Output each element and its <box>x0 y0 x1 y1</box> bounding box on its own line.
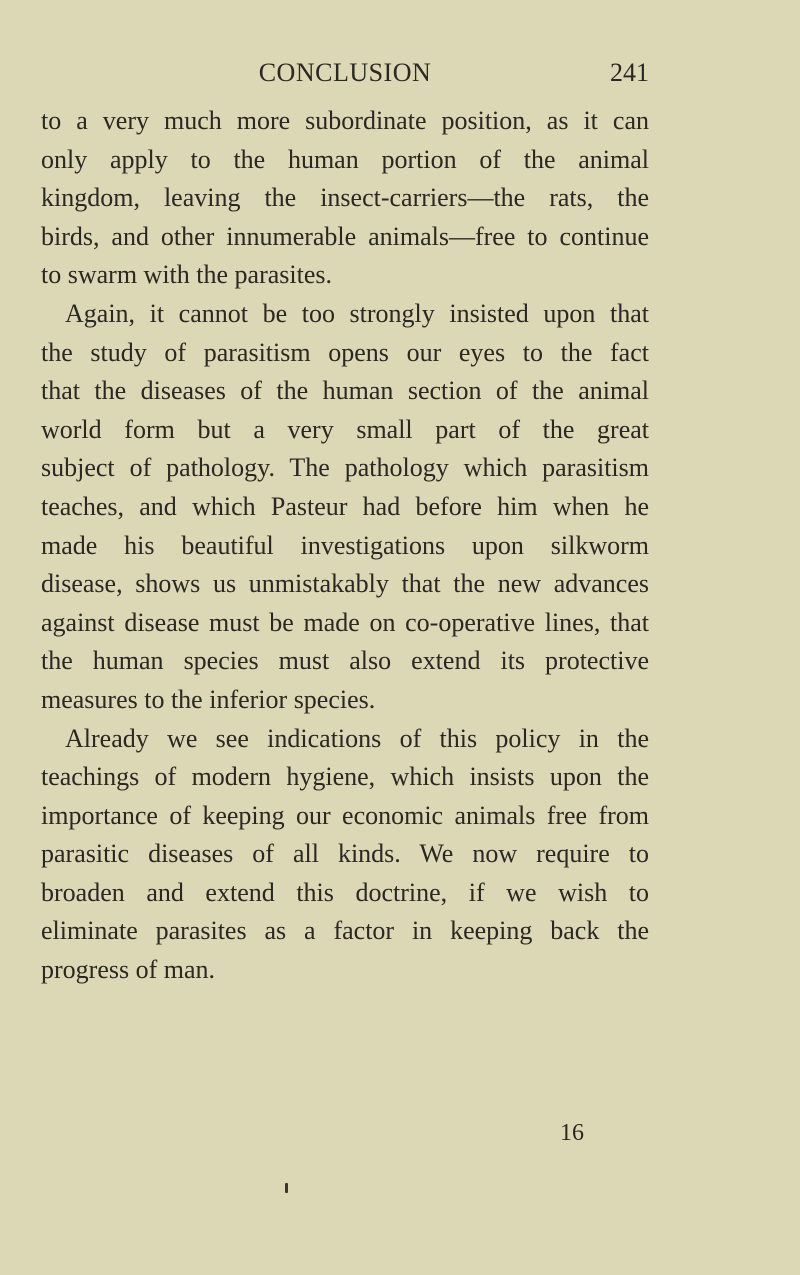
text-line: disease, shows us unmistakably that the new advances <box>41 569 649 599</box>
running-head <box>41 58 649 98</box>
text-line: kingdom, leaving the insect-carriers—the rats, the <box>41 183 649 213</box>
text-line: teachings of modern hygiene, which insists upon the <box>41 762 649 792</box>
text-line: the study of parasitism opens our eyes to the fact <box>41 337 649 367</box>
text-line: made his beautiful investigations upon silkworm <box>41 530 649 560</box>
ink-speck <box>285 1183 288 1193</box>
text-line: teaches, and which Pasteur had before him when he <box>41 491 649 521</box>
text-line: eliminate parasites as a factor in keeping back the <box>41 916 649 946</box>
text-line: measures to the inferior species. <box>41 684 376 714</box>
text-line: only apply to the human portion of the animal <box>41 144 649 174</box>
text-line: to swarm with the parasites. <box>41 260 332 290</box>
text-line: importance of keeping our economic animals free from <box>41 800 649 830</box>
running-title: CONCLUSION <box>258 58 432 87</box>
text-line: parasitic diseases of all kinds. We now require to <box>41 839 649 869</box>
text-line: that the diseases of the human section of the animal <box>41 376 649 406</box>
text-line: progress of man. <box>41 955 216 985</box>
text-line: subject of pathology. The pathology which parasitism <box>41 453 649 483</box>
text-line: Again, it cannot be too strongly insisted upon that <box>65 298 649 328</box>
text-line: the human species must also extend its protective <box>41 646 649 676</box>
text-line: to a very much more subordinate position, as it can <box>41 106 649 135</box>
body-text <box>41 102 649 990</box>
text-line: against disease must be made on co-operative lines, that <box>41 607 649 637</box>
text-line: broaden and extend this doctrine, if we wish to <box>41 877 649 907</box>
text-line: world form but a very small part of the great <box>41 414 649 444</box>
signature-mark: 16 <box>560 1120 584 1146</box>
text-line: birds, and other innumerable animals—free to continue <box>41 221 649 251</box>
text-line: Already we see indications of this policy in the <box>65 723 649 753</box>
page-number: 241 <box>610 58 649 87</box>
